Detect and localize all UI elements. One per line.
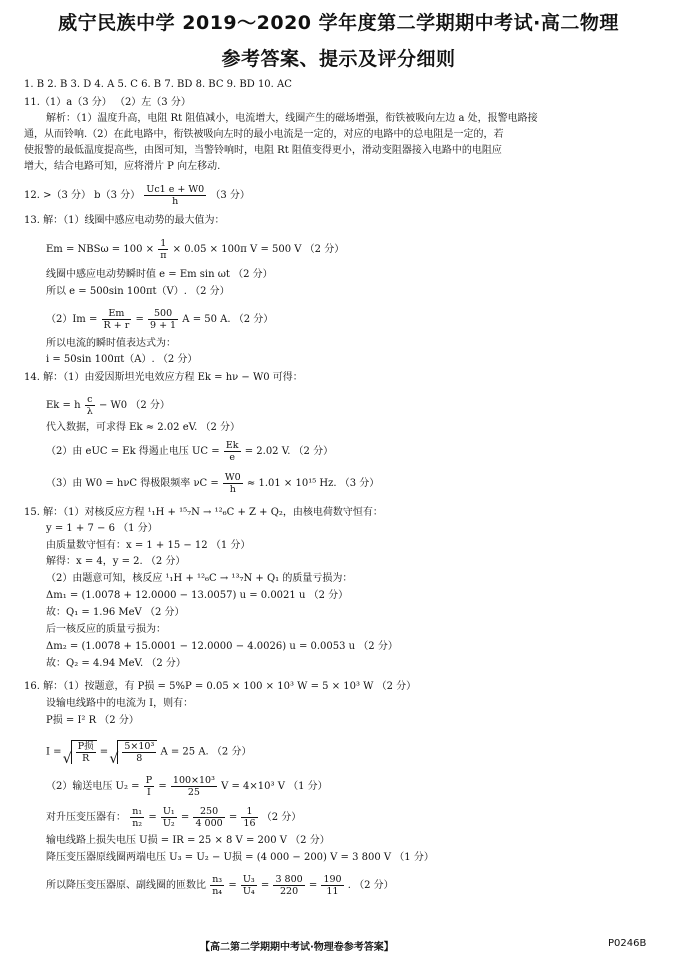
q14-line-5: （3）由 W0 = hνC 得极限频率 νC = $\frac{W0}{h}$ ≈ 1.01 × 10¹⁵ Hz. （3 分） — [46, 472, 380, 495]
q13-line-7: i = 50sin 100πt（A）. （2 分） — [46, 354, 198, 365]
q15-line-8: 后一核反应的质量亏损为： — [46, 624, 166, 635]
q13-line-3: 线圈中感应电动势瞬时值 e = Em sin ωt （2 分） — [46, 269, 273, 280]
page-footer: 【高二第二学期期中考试·物理卷参考答案】 — [200, 942, 394, 953]
q16-line-5: （2）输送电压 U₂ = $\frac{P}{I}$ = $\frac{\text{100×10³}}{25}$ V = 4×10³ V （1 分） — [46, 775, 328, 798]
q11-explanation-3: 使报警的最低温度提高些，由图可知，当警铃响时，电阻 Rt 阻值变得更小，滑动变阻器接入电路中的电阻应 — [24, 145, 502, 156]
page-code: P0246B — [608, 938, 647, 949]
q16-line-1: 16. 解：（1）按题意，有 P损 = 5%P = 0.05 × 100 × 10³ W = 5 × 10³ W （2 分） — [24, 681, 417, 692]
q13-line-6: 所以电流的瞬时值表达式为： — [46, 338, 176, 349]
choice-answers: 1. B 2. B 3. D 4. A 5. C 6. B 7. BD 8. BC 9. BD 10. AC — [24, 79, 292, 90]
q14-line-4: （2）由 eUC = Ek 得遏止电压 UC = $\frac{Ek}{e}$ = 2.02 V. （2 分） — [46, 440, 334, 463]
q16-line-2: 设输电线路中的电流为 I，则有： — [46, 698, 194, 709]
q16-line-7: 输电线路上损失电压 U损 = IR = 25 × 8 V = 200 V （2 分） — [46, 835, 330, 846]
q16-line-8: 降压变压器原线圈两端电压 U₃ = U₂ − U损 = (4 000 − 200) V = 3 800 V （1 分） — [46, 852, 434, 863]
q15-line-7: 故：Q₁ = 1.96 MeV （2 分） — [46, 607, 185, 618]
q14-line-1: 14. 解：（1）由爱因斯坦光电效应方程 Ek = hν − W0 可得： — [24, 372, 303, 383]
q15-line-4: 解得：x = 4，y = 2. （2 分） — [46, 556, 186, 567]
q13-line-1: 13. 解：（1）线圈中感应电动势的最大值为： — [24, 215, 225, 226]
q15-line-6: Δm₁ = (1.0078 + 12.0000 − 13.0057) u = 0.0021 u （2 分） — [46, 590, 349, 601]
q16-line-9: 所以降压变压器原、副线圈的匝数比 $\frac{\text{n₃}}{\text{n₄}}$ = $\frac{\text{U₃}}{\text{U₄}}$ = $\frac{3 800}{220}$ = $\frac{190}{11}$ . （2 分） — [46, 874, 394, 897]
q11-explanation-4: 增大，结合电路可知，应将滑片 P 向左移动. — [24, 161, 221, 172]
q15-line-5: （2）由题意可知，核反应 ¹₁H + ¹²₆C → ¹³₇N + Q₁ 的质量亏损为： — [46, 573, 353, 584]
q15-line-3: 由质量数守恒有：x = 1 + 15 − 12 （1 分） — [46, 540, 251, 551]
q15-line-2: y = 1 + 7 − 6 （1 分） — [46, 523, 158, 534]
q11-explanation-1: 解析：（1）温度升高，电阻 Rt 阻值减小，电流增大，线圈产生的磁场增强，衔铁被吸向左边 a 处，报警电路接 — [46, 113, 538, 124]
page-subtitle: 参考答案、提示及评分细则 — [221, 48, 456, 70]
q14-line-2: Ek = h $\frac{c}{\lambda}$ − W0 （2 分） — [46, 394, 170, 417]
q15-line-1: 15. 解：（1）对核反应方程 ¹₁H + ¹⁵₇N → ¹²₆C + Z + Q₂，由核电荷数守恒有： — [24, 507, 383, 518]
q15-line-9: Δm₂ = (1.0078 + 15.0001 − 12.0000 − 4.0026) u = 0.0053 u （2 分） — [46, 641, 398, 652]
q16-line-4: I = √ P损 R = √ $\frac{\text{5×10³}}{8}$ A = 25 A. （2 分） — [46, 740, 251, 764]
q13-line-2: Em = NBSω = 100 × $\frac{1}{\pi}$ × 0.05 × 100π V = 500 V （2 分） — [46, 238, 345, 261]
page-title: 威宁民族中学 2019～2020 学年度第二学期期中考试·高二物理 — [58, 12, 619, 34]
q13-line-5: （2）Im = $\frac{Em}{R + r}$ = $\frac{500}{9 + 1}$ A = 50 A. （2 分） — [46, 308, 274, 331]
q16-line-6: 对升压变压器有： $\frac{\text{n₁}}{\text{n₂}}$ = $\frac{\text{U₁}}{\text{U₂}}$ = $\frac{250}{4 000}$ = $\frac{1}{16}$ （2 分） — [46, 806, 302, 829]
q12-answer: 12. >（3 分） b（3 分） $\frac{Uc1 e + W0}{h}$ （3 分） — [24, 184, 250, 207]
q16-line-3: P损 = I² R （2 分） — [46, 715, 139, 726]
q11-answer: 11.（1）a（3 分） （2）左（3 分） — [24, 97, 191, 108]
q13-line-4: 所以 e = 500sin 100πt（V）. （2 分） — [46, 286, 230, 297]
q14-line-3: 代入数据，可求得 Ek ≈ 2.02 eV. （2 分） — [46, 422, 241, 433]
q11-explanation-2: 通，从而铃响.（2）在此电路中，衔铁被吸向左时的最小电流是一定的，对应的电路中的总电阻是一定的，若 — [24, 129, 504, 140]
q15-line-10: 故：Q₂ = 4.94 MeV. （2 分） — [46, 658, 186, 669]
q12-fraction: $\frac{Uc1 e + W0}{h}$ — [146, 184, 205, 207]
